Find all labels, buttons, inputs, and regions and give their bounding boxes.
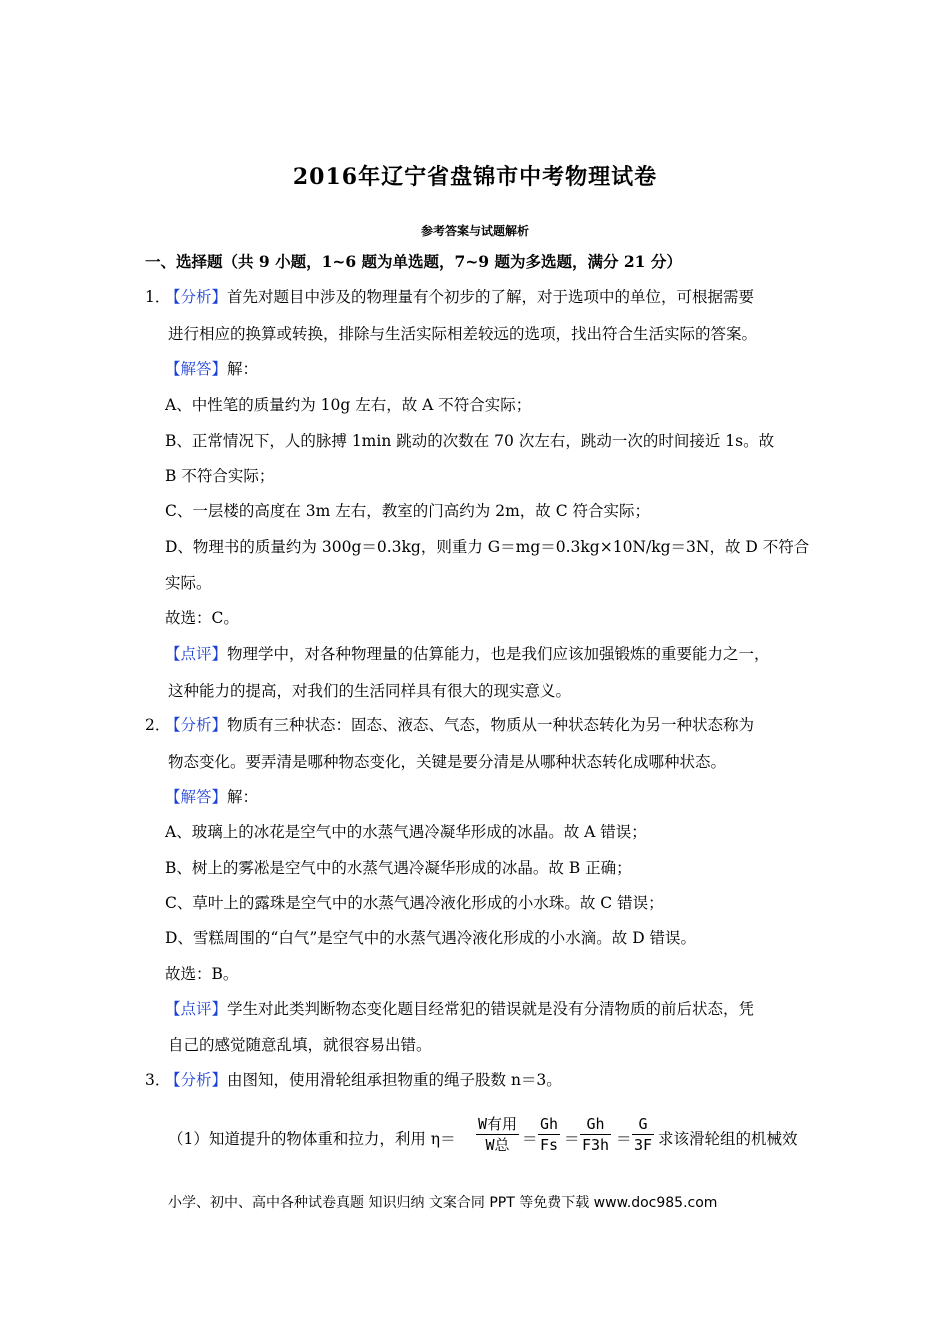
fraction-numerator: Gh: [540, 1115, 559, 1133]
q1-choice: 故选：C。: [165, 609, 239, 627]
q1-comment-line-2: 这种能力的提高，对我们的生活同样具有很大的现实意义。: [168, 682, 572, 700]
q1-analysis-line: [165, 285, 754, 307]
fraction-gh-fs: [538, 1114, 560, 1155]
fraction-g-3f: [632, 1114, 654, 1155]
q2-answer-line: [165, 785, 258, 807]
comment-tag: 【点评】: [165, 1000, 228, 1018]
analysis-tag: 【分析】: [165, 716, 228, 734]
equals-sign: ＝: [522, 1130, 538, 1148]
q1-answer-lead: 解：: [227, 360, 259, 378]
q1-comment-line: [165, 642, 770, 664]
answer-tag: 【解答】: [165, 360, 228, 378]
q1-analysis-text: 首先对题目中涉及的物理量有个初步的了解，对于选项中的单位，可根据需要: [227, 288, 755, 306]
q3-analysis-text: 由图知，使用滑轮组承担物重的绳子股数 n＝3。: [227, 1071, 562, 1089]
fraction-denominator: 3F: [634, 1136, 653, 1154]
q1-analysis-line-2: 进行相应的换算或转换，排除与生活实际相差较远的选项，找出符合生活实际的答案。: [168, 325, 758, 343]
analysis-tag: 【分析】: [165, 288, 228, 306]
question-number: 1．: [145, 288, 171, 306]
page-title: 2016年辽宁省盘锦市中考物理试卷: [292, 164, 658, 190]
q2-comment-line-2: 自己的感觉随意乱填，就很容易出错。: [168, 1036, 432, 1054]
comment-tag: 【点评】: [165, 645, 228, 663]
section-heading: 一、选择题（共 9 小题，1~6 题为单选题，7~9 题为多选题，满分 21 分）: [145, 252, 682, 271]
fraction-numerator: Gh: [580, 1114, 611, 1135]
q1-answer-line: [165, 357, 258, 379]
formula-lead: （1）知道提升的物体重和拉力，利用 η＝: [168, 1130, 456, 1148]
analysis-tag: 【分析】: [165, 1071, 228, 1089]
q1-option-b: B、正常情况下，人的脉搏 1min 跳动的次数在 70 次左右，跳动一次的时间接近 1s。故: [165, 432, 775, 450]
q1-option-d-cont: 实际。: [165, 574, 212, 592]
page-footer: 小学、初中、高中各种试卷真题 知识归纳 文案合同 PPT 等免费下载 www.doc985.com: [168, 1195, 718, 1211]
q1-option-a: A、中性笔的质量约为 10g 左右，故 A 不符合实际；: [165, 396, 532, 414]
fraction-denominator: F3h: [582, 1136, 610, 1154]
question-number: 3．: [145, 1071, 171, 1089]
formula-tail: 求该滑轮组的机械效: [658, 1130, 798, 1148]
q3-analysis-line: [165, 1068, 562, 1090]
q2-comment-line: [165, 997, 754, 1019]
q1-option-d: D、物理书的质量约为 300g＝0.3kg，则重力 G＝mg＝0.3kg×10N/kg＝3N，故 D 不符合: [165, 538, 810, 556]
answer-tag: 【解答】: [165, 788, 228, 806]
equals-sign: ＝: [616, 1130, 632, 1148]
fraction-denominator: W总: [485, 1136, 510, 1154]
fraction-useful-total: [476, 1114, 519, 1155]
q2-answer-lead: 解：: [227, 788, 259, 806]
q1-comment-text: 物理学中，对各种物理量的估算能力，也是我们应该加强锻炼的重要能力之一，: [227, 645, 770, 663]
q2-analysis-line: [165, 713, 754, 735]
fraction-numerator: W有用: [478, 1115, 518, 1133]
q1-option-c: C、一层楼的高度在 3m 左右，教室的门高约为 2m，故 C 符合实际；: [165, 502, 650, 520]
q1-option-b-cont: B 不符合实际；: [165, 467, 275, 485]
q2-analysis-text: 物质有三种状态：固态、液态、气态，物质从一种状态转化为另一种状态称为: [227, 716, 755, 734]
q2-option-b: B、树上的雾凇是空气中的水蒸气遇冷凝华形成的冰晶。故 B 正确；: [165, 859, 632, 877]
q2-option-c: C、草叶上的露珠是空气中的水蒸气遇冷液化形成的小水珠。故 C 错误；: [165, 894, 664, 912]
fraction-numerator: G: [632, 1114, 654, 1135]
equals-sign: ＝: [564, 1130, 580, 1148]
q2-analysis-line-2: 物态变化。要弄清是哪种物态变化，关键是要分清是从哪种状态转化成哪种状态。: [168, 753, 727, 771]
question-number: 2．: [145, 716, 171, 734]
q2-choice: 故选：B。: [165, 965, 239, 983]
fraction-denominator: Fs: [540, 1136, 559, 1154]
q2-option-d: D、雪糕周围的“白气”是空气中的水蒸气遇冷液化形成的小水滴。故 D 错误。: [165, 929, 697, 947]
q2-option-a: A、玻璃上的冰花是空气中的水蒸气遇冷凝华形成的冰晶。故 A 错误；: [165, 823, 647, 841]
fraction-gh-f3h: [580, 1114, 611, 1155]
q2-comment-text: 学生对此类判断物态变化题目经常犯的错误就是没有分清物质的前后状态，凭: [227, 1000, 755, 1018]
page-subtitle: 参考答案与试题解析: [420, 224, 529, 238]
